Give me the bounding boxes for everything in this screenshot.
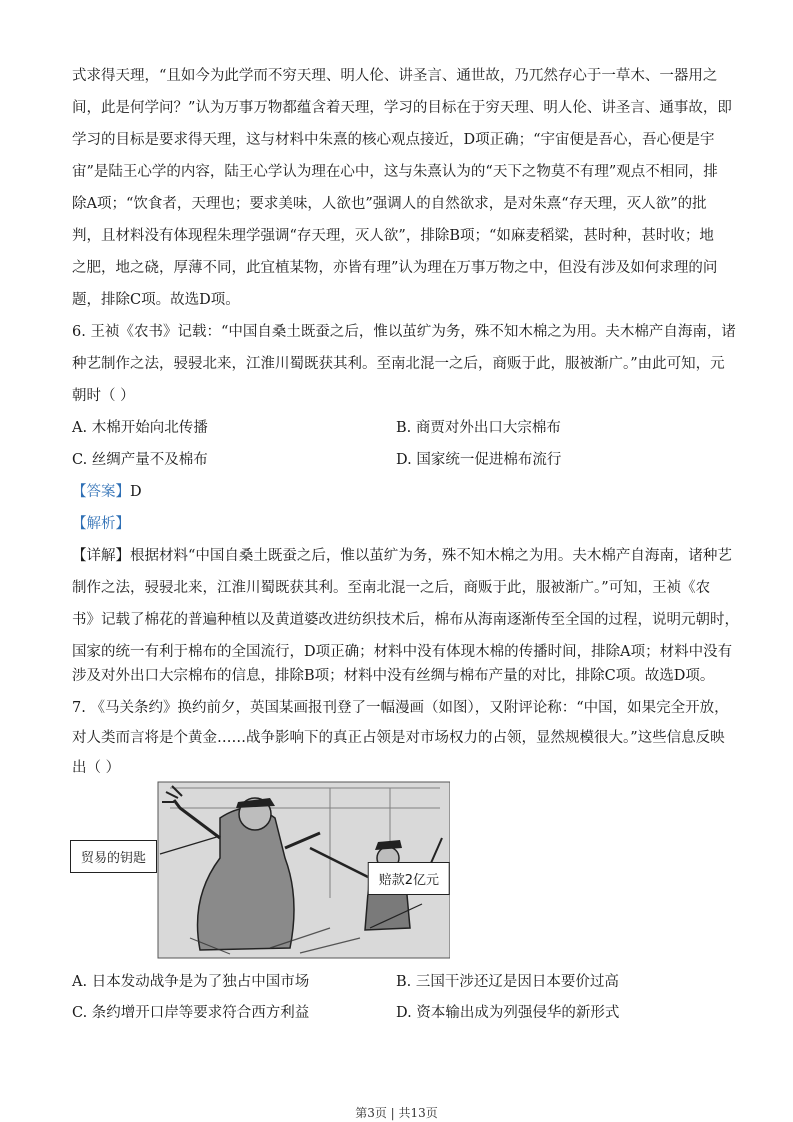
detail-tag: 【详解】 xyxy=(72,548,130,564)
q7-stem-line: 7. 《马关条约》换约前夕，英国某画报刊登了一幅漫画（如图），又附评论称：“中国，如果完全开放， xyxy=(72,700,729,716)
q6-stem-line: 6. 王祯《农书》记载：“中国自桑土既蚕之后，惟以茧纩为务，殊不知木棉之为用。夫木棉产自海南，诸 xyxy=(72,324,736,340)
q6-stem-line: 朝时（ ） xyxy=(72,388,135,404)
q7-cartoon-image xyxy=(70,778,450,960)
q6-option-b: B. 商贾对外出口大宗棉布 xyxy=(396,420,561,436)
q7-option-c: C. 条约增开口岸等要求符合西方利益 xyxy=(72,1005,310,1021)
q5-analysis-line: 判，且材料没有体现程朱理学强调“存天理，灭人欲”，排除B项；“如麻麦稻粱，甚时种，甚时收；地 xyxy=(72,228,714,244)
q6-detail-line: 国家的统一有利于棉布的全国流行，D项正确；材料中没有体现木棉的传播时间，排除A项；材料中没有 xyxy=(72,644,733,660)
detail-text: 根据材料“中国自桑土既蚕之后，惟以茧纩为务，殊不知木棉之为用。夫木棉产自海南，诸种艺 xyxy=(130,548,732,564)
cartoon-caption-left: 贸易的钥匙 xyxy=(70,840,157,873)
q6-option-c: C. 丝绸产量不及棉布 xyxy=(72,452,208,468)
q6-detail-line: 书》记载了棉花的普遍种植以及黄道婆改进纺织技术后，棉布从海南逐渐传至全国的过程，说明元朝时， xyxy=(72,612,739,628)
q5-analysis-line: 式求得天理，“且如今为此学而不穷天理、明人伦、讲圣言、通世故，乃兀然存心于一草木、一器用之 xyxy=(72,68,718,84)
answer-tag: 【答案】 xyxy=(72,484,130,500)
q5-analysis-line: 间，此是何学问？”认为万事万物都蕴含着天理，学习的目标在于穷天理、明人伦、讲圣言、通事故，即 xyxy=(72,100,732,116)
q6-detail-line: 涉及对外出口大宗棉布的信息，排除B项；材料中没有丝绸与棉布产量的对比，排除C项。故选D项。 xyxy=(72,668,715,684)
cartoon-caption-right: 赔款2亿元 xyxy=(368,862,450,895)
q5-analysis-line: 题，排除C项。故选D项。 xyxy=(72,292,240,308)
q6-option-a: A. 木棉开始向北传播 xyxy=(72,420,208,436)
q6-detail-line: 制作之法，骎骎北来，江淮川蜀既获其利。至南北混一之后，商贩于此，服被渐广。”可知，王祯《农 xyxy=(72,580,711,596)
q7-option-d: D. 资本输出成为列强侵华的新形式 xyxy=(396,1005,620,1021)
analysis-tag: 【解析】 xyxy=(72,516,130,532)
q6-analysis-heading xyxy=(72,514,732,534)
q5-analysis-line: 之肥，地之硗，厚薄不同，此宜植某物，亦皆有理”认为理在万事万物之中，但没有涉及如何求理的问 xyxy=(72,260,718,276)
q7-stem-line: 对人类而言将是个黄金……战争影响下的真正占领是对市场权力的占领，显然规模很大。”这些信息反映 xyxy=(72,730,725,746)
page-footer: 第3页 | 共13页 xyxy=(355,1106,438,1120)
q6-answer xyxy=(72,482,732,502)
q5-analysis-line: 学习的目标是要求得天理，这与材料中朱熹的核心观点接近，D项正确；“宇宙便是吾心，吾心便是宇 xyxy=(72,132,715,148)
q6-stem-line: 种艺制作之法，骎骎北来，江淮川蜀既获其利。至南北混一之后，商贩于此，服被渐广。”由此可知，元 xyxy=(72,356,725,372)
q5-analysis-line: 宙”是陆王心学的内容，陆王心学认为理在心中，这与朱熹认为的“天下之物莫不有理”观点不相同，排 xyxy=(72,164,718,180)
answer-value: D xyxy=(130,484,142,500)
q7-option-a: A. 日本发动战争是为了独占中国市场 xyxy=(72,974,310,990)
q6-option-d: D. 国家统一促进棉布流行 xyxy=(396,452,562,468)
q6-detail-line xyxy=(72,546,732,566)
q7-option-b: B. 三国干涉还辽是因日本要价过高 xyxy=(396,974,619,990)
q5-analysis-line: 除A项；“饮食者，天理也；要求美味，人欲也”强调人的自然欲求，是对朱熹“存天理，灭人欲”的批 xyxy=(72,196,707,212)
q7-stem-line: 出（ ） xyxy=(72,760,121,776)
